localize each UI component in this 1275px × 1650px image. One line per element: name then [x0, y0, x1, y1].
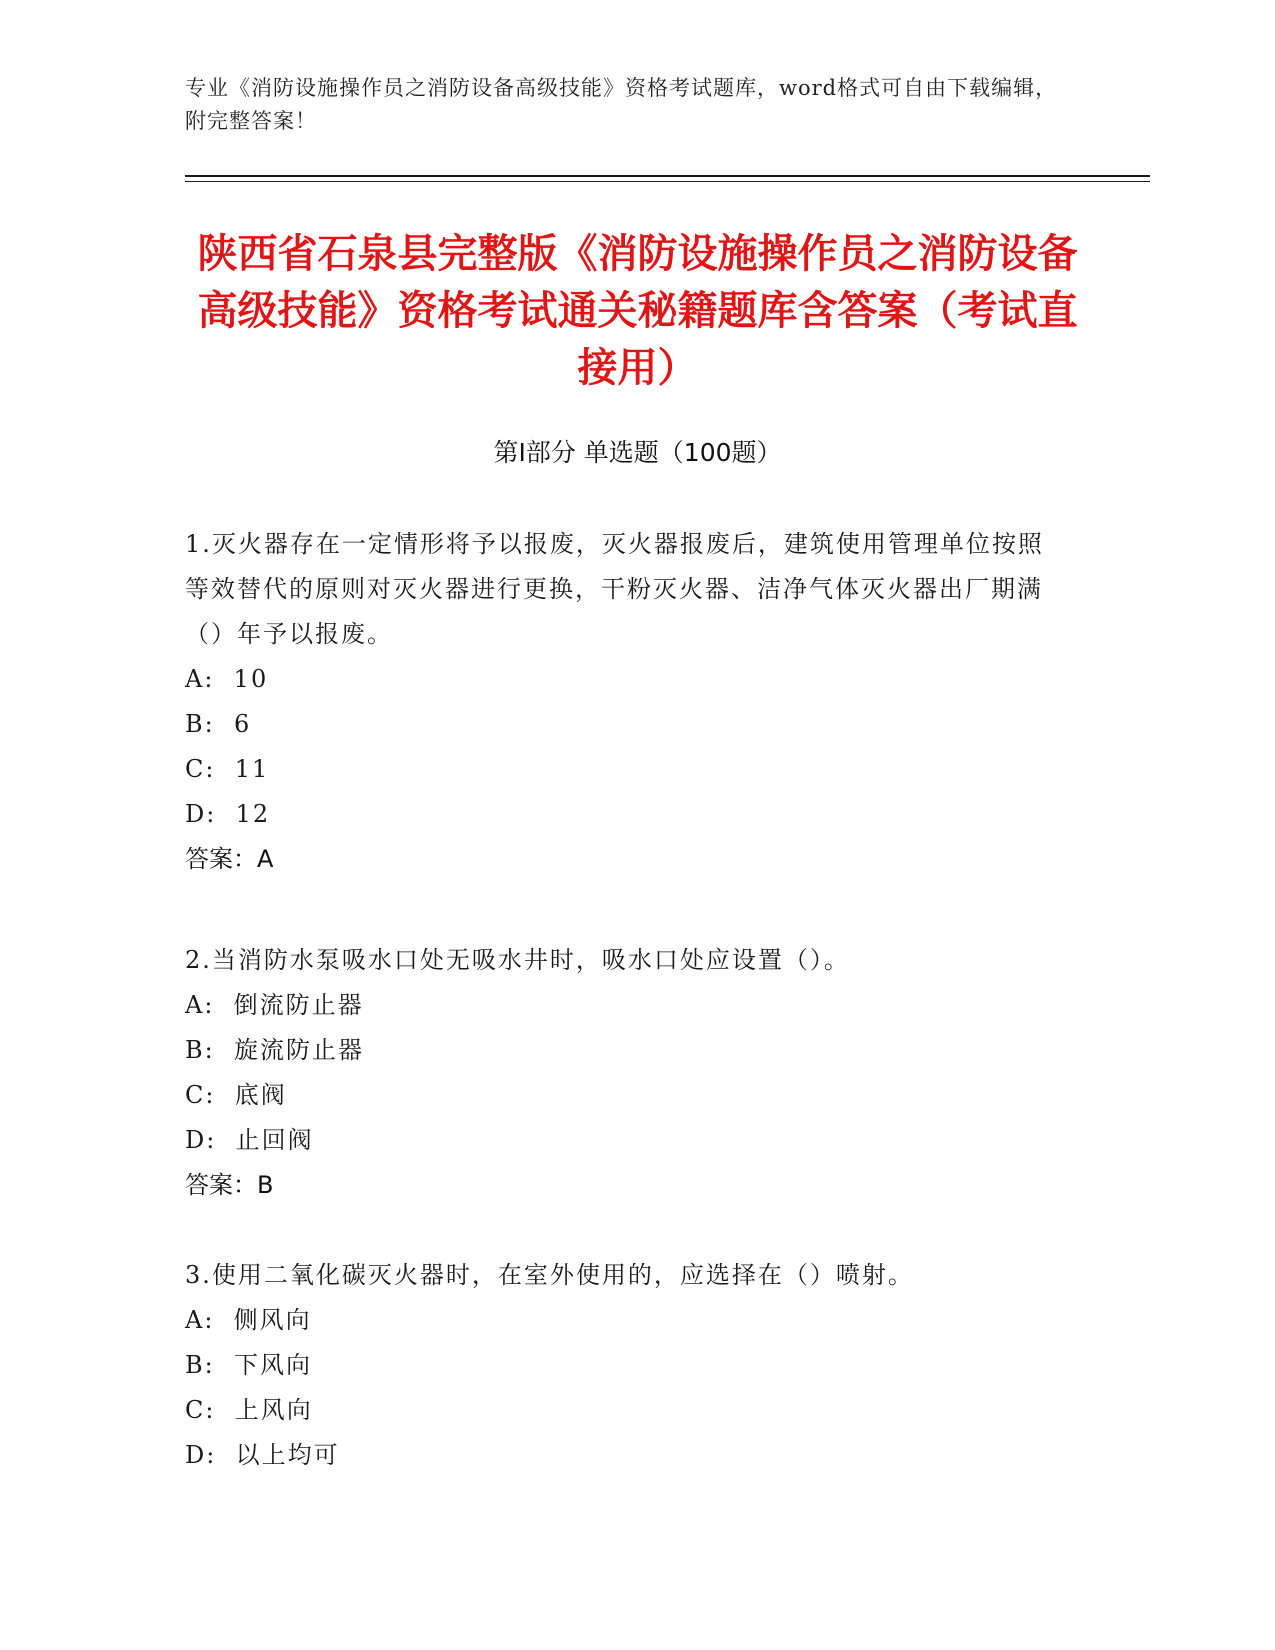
option-b: B: 旋流防止器 [185, 1036, 364, 1064]
option-d: D: 以上均可 [185, 1441, 340, 1469]
option-a: A: 10 [185, 665, 269, 693]
option-a: A: 侧风向 [185, 1306, 312, 1334]
question-2 [185, 938, 1065, 1208]
option-b: B: 下风向 [185, 1351, 312, 1379]
option-d: D: 止回阀 [185, 1126, 314, 1154]
question-stem: 1.灭火器存在一定情形将予以报废，灭火器报废后，建筑使用管理单位按照等效替代的原则对灭火器进行更换，干粉灭火器、洁净气体灭火器出厂期满（）年予以报废。 [185, 530, 1044, 648]
question-1 [185, 522, 1065, 882]
option-c: C: 上风向 [185, 1396, 313, 1424]
question-stem: 3.使用二氧化碳灭火器时，在室外使用的，应选择在（）喷射。 [185, 1261, 914, 1289]
header-note: 专业《消防设施操作员之消防设备高级技能》资格考试题库，word格式可自由下载编辑，附完整答案！ [185, 76, 1058, 133]
question-3 [185, 1253, 1065, 1478]
section-title: 第Ⅰ部分 单选题（100题） [493, 438, 782, 467]
header-divider-thin [185, 181, 1150, 182]
option-d: D: 12 [185, 800, 271, 828]
option-c: C: 底阀 [185, 1081, 287, 1109]
document-title: 陕西省石泉县完整版《消防设施操作员之消防设备高级技能》资格考试通关秘籍题库含答案（考试直接用） [197, 231, 1078, 391]
question-stem: 2.当消防水泵吸水口处无吸水井时，吸水口处应设置（）。 [185, 946, 850, 974]
answer: 答案：B [185, 1171, 274, 1199]
option-a: A: 倒流防止器 [185, 991, 364, 1019]
answer: 答案：A [185, 845, 274, 873]
header-divider-thick [185, 175, 1150, 177]
option-c: C: 11 [185, 755, 270, 783]
option-b: B: 6 [185, 710, 252, 738]
